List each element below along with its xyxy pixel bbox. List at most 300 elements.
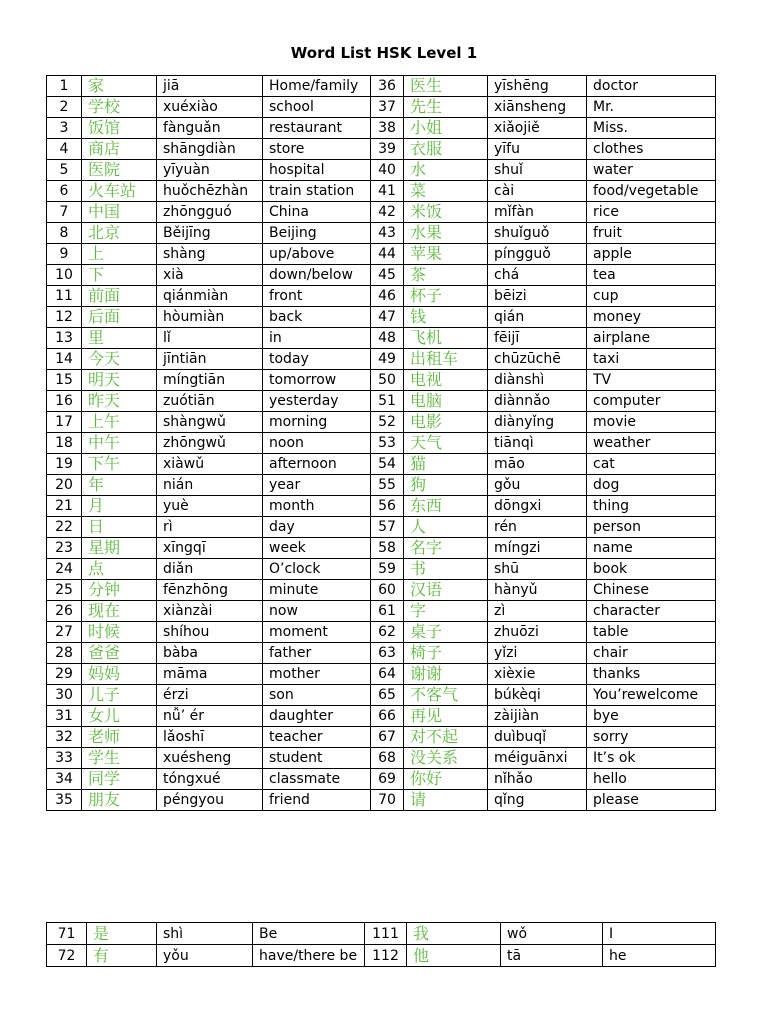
word-number: 25 (47, 580, 82, 601)
chinese-word: 学校 (82, 97, 157, 118)
english-meaning: clothes (587, 139, 716, 160)
table-row (47, 76, 716, 97)
word-number: 60 (371, 580, 404, 601)
english-meaning: thing (587, 496, 716, 517)
table-row (47, 685, 716, 706)
chinese-word: 里 (82, 328, 157, 349)
word-number: 50 (371, 370, 404, 391)
english-meaning: TV (587, 370, 716, 391)
word-number: 37 (371, 97, 404, 118)
pinyin: shì (157, 923, 253, 945)
chinese-word: 对不起 (404, 727, 488, 748)
word-number: 16 (47, 391, 82, 412)
pinyin: tā (501, 945, 603, 967)
english-meaning: minute (263, 580, 371, 601)
chinese-word: 不客气 (404, 685, 488, 706)
table-row (47, 748, 716, 769)
word-number: 11 (47, 286, 82, 307)
pinyin: chūzūchē (488, 349, 587, 370)
word-number: 34 (47, 769, 82, 790)
pinyin: xuésheng (157, 748, 263, 769)
pinyin: nǐhǎo (488, 769, 587, 790)
word-number: 66 (371, 706, 404, 727)
word-number: 64 (371, 664, 404, 685)
word-number: 39 (371, 139, 404, 160)
english-meaning: Home/family (263, 76, 371, 97)
word-number: 48 (371, 328, 404, 349)
chinese-word: 杯子 (404, 286, 488, 307)
chinese-word: 人 (404, 517, 488, 538)
english-meaning: O’clock (263, 559, 371, 580)
table-row (47, 945, 716, 967)
english-meaning: Miss. (587, 118, 716, 139)
table-row (47, 160, 716, 181)
word-number: 18 (47, 433, 82, 454)
chinese-word: 分钟 (82, 580, 157, 601)
pinyin: shū (488, 559, 587, 580)
chinese-word: 火车站 (82, 181, 157, 202)
pinyin: diǎn (157, 559, 263, 580)
english-meaning: day (263, 517, 371, 538)
chinese-word: 椅子 (404, 643, 488, 664)
pinyin: hànyǔ (488, 580, 587, 601)
pinyin: érzi (157, 685, 263, 706)
word-number: 17 (47, 412, 82, 433)
word-number: 72 (47, 945, 87, 967)
pinyin: yīfu (488, 139, 587, 160)
pinyin: xiànzài (157, 601, 263, 622)
word-number: 30 (47, 685, 82, 706)
table-row (47, 923, 716, 945)
word-number: 51 (371, 391, 404, 412)
pinyin: māo (488, 454, 587, 475)
word-number: 32 (47, 727, 82, 748)
word-number: 112 (365, 945, 407, 967)
word-number: 36 (371, 76, 404, 97)
english-meaning: classmate (263, 769, 371, 790)
word-list-table (46, 75, 716, 811)
table-row (47, 664, 716, 685)
word-number: 12 (47, 307, 82, 328)
english-meaning: It’s ok (587, 748, 716, 769)
chinese-word: 家 (82, 76, 157, 97)
chinese-word: 飞机 (404, 328, 488, 349)
word-number: 45 (371, 265, 404, 286)
chinese-word: 老师 (82, 727, 157, 748)
pinyin: wǒ (501, 923, 603, 945)
pinyin: jiā (157, 76, 263, 97)
chinese-word: 衣服 (404, 139, 488, 160)
chinese-word: 字 (404, 601, 488, 622)
chinese-word: 水 (404, 160, 488, 181)
pinyin: diànyǐng (488, 412, 587, 433)
word-number: 10 (47, 265, 82, 286)
english-meaning: son (263, 685, 371, 706)
pinyin: méiguānxi (488, 748, 587, 769)
word-number: 7 (47, 202, 82, 223)
table-row (47, 349, 716, 370)
word-number: 27 (47, 622, 82, 643)
chinese-word: 年 (82, 475, 157, 496)
word-number: 9 (47, 244, 82, 265)
english-meaning: noon (263, 433, 371, 454)
table-row (47, 790, 716, 811)
pinyin: rén (488, 517, 587, 538)
english-meaning: train station (263, 181, 371, 202)
pinyin: píngguǒ (488, 244, 587, 265)
chinese-word: 点 (82, 559, 157, 580)
english-meaning: Chinese (587, 580, 716, 601)
pinyin: shuǐguǒ (488, 223, 587, 244)
pinyin: shāngdiàn (157, 139, 263, 160)
chinese-word: 爸爸 (82, 643, 157, 664)
chinese-word: 时候 (82, 622, 157, 643)
english-meaning: front (263, 286, 371, 307)
chinese-word: 上午 (82, 412, 157, 433)
pinyin: xīngqī (157, 538, 263, 559)
table-row (47, 307, 716, 328)
english-meaning: food/vegetable (587, 181, 716, 202)
pinyin: yǐzi (488, 643, 587, 664)
table-row (47, 265, 716, 286)
word-list-table-continued (46, 922, 716, 967)
english-meaning: taxi (587, 349, 716, 370)
pinyin: zhuōzi (488, 622, 587, 643)
english-meaning: yesterday (263, 391, 371, 412)
chinese-word: 日 (82, 517, 157, 538)
table-row (47, 769, 716, 790)
word-number: 58 (371, 538, 404, 559)
chinese-word: 女儿 (82, 706, 157, 727)
english-meaning: friend (263, 790, 371, 811)
pinyin: hòumiàn (157, 307, 263, 328)
pinyin: fēijī (488, 328, 587, 349)
pinyin: duìbuqǐ (488, 727, 587, 748)
word-number: 13 (47, 328, 82, 349)
word-number: 53 (371, 433, 404, 454)
pinyin: yǒu (157, 945, 253, 967)
english-meaning: week (263, 538, 371, 559)
table-row (47, 118, 716, 139)
english-meaning: character (587, 601, 716, 622)
chinese-word: 苹果 (404, 244, 488, 265)
english-meaning: today (263, 349, 371, 370)
table-row (47, 454, 716, 475)
pinyin: shuǐ (488, 160, 587, 181)
chinese-word: 名字 (404, 538, 488, 559)
word-number: 24 (47, 559, 82, 580)
table-row (47, 496, 716, 517)
chinese-word: 菜 (404, 181, 488, 202)
english-meaning: afternoon (263, 454, 371, 475)
english-meaning: in (263, 328, 371, 349)
word-number: 22 (47, 517, 82, 538)
table-row (47, 370, 716, 391)
word-number: 2 (47, 97, 82, 118)
word-number: 33 (47, 748, 82, 769)
pinyin: zhōngwǔ (157, 433, 263, 454)
word-number: 15 (47, 370, 82, 391)
pinyin: yīshēng (488, 76, 587, 97)
english-meaning: bye (587, 706, 716, 727)
chinese-word: 没关系 (404, 748, 488, 769)
pinyin: tóngxué (157, 769, 263, 790)
word-number: 14 (47, 349, 82, 370)
pinyin: shíhou (157, 622, 263, 643)
pinyin: gǒu (488, 475, 587, 496)
word-number: 5 (47, 160, 82, 181)
english-meaning: doctor (587, 76, 716, 97)
pinyin: míngzi (488, 538, 587, 559)
word-number: 69 (371, 769, 404, 790)
word-number: 28 (47, 643, 82, 664)
english-meaning: down/below (263, 265, 371, 286)
pinyin: zuótiān (157, 391, 263, 412)
word-number: 52 (371, 412, 404, 433)
english-meaning: weather (587, 433, 716, 454)
chinese-word: 中午 (82, 433, 157, 454)
word-number: 3 (47, 118, 82, 139)
word-number: 35 (47, 790, 82, 811)
pinyin: cài (488, 181, 587, 202)
pinyin: xièxie (488, 664, 587, 685)
english-meaning: hospital (263, 160, 371, 181)
chinese-word: 现在 (82, 601, 157, 622)
english-meaning: father (263, 643, 371, 664)
chinese-word: 我 (407, 923, 501, 945)
english-meaning: money (587, 307, 716, 328)
chinese-word: 再见 (404, 706, 488, 727)
chinese-word: 昨天 (82, 391, 157, 412)
english-meaning: Be (253, 923, 365, 945)
chinese-word: 请 (404, 790, 488, 811)
pinyin: shàng (157, 244, 263, 265)
table-row (47, 97, 716, 118)
word-number: 59 (371, 559, 404, 580)
word-number: 29 (47, 664, 82, 685)
chinese-word: 你好 (404, 769, 488, 790)
english-meaning: I (603, 923, 716, 945)
chinese-word: 妈妈 (82, 664, 157, 685)
table-row (47, 433, 716, 454)
pinyin: yīyuàn (157, 160, 263, 181)
pinyin: zì (488, 601, 587, 622)
word-number: 62 (371, 622, 404, 643)
pinyin: nián (157, 475, 263, 496)
word-number: 61 (371, 601, 404, 622)
english-meaning: back (263, 307, 371, 328)
pinyin: xià (157, 265, 263, 286)
english-meaning: airplane (587, 328, 716, 349)
word-number: 44 (371, 244, 404, 265)
chinese-word: 明天 (82, 370, 157, 391)
english-meaning: student (263, 748, 371, 769)
word-number: 67 (371, 727, 404, 748)
pinyin: qiánmiàn (157, 286, 263, 307)
pinyin: búkèqi (488, 685, 587, 706)
pinyin: xiǎojiě (488, 118, 587, 139)
table-row (47, 286, 716, 307)
chinese-word: 医院 (82, 160, 157, 181)
pinyin: fànguǎn (157, 118, 263, 139)
word-number: 68 (371, 748, 404, 769)
chinese-word: 医生 (404, 76, 488, 97)
pinyin: lǎoshī (157, 727, 263, 748)
pinyin: yuè (157, 496, 263, 517)
english-meaning: teacher (263, 727, 371, 748)
word-number: 54 (371, 454, 404, 475)
pinyin: qián (488, 307, 587, 328)
chinese-word: 先生 (404, 97, 488, 118)
pinyin: huǒchēzhàn (157, 181, 263, 202)
word-number: 71 (47, 923, 87, 945)
table-row (47, 580, 716, 601)
pinyin: lǐ (157, 328, 263, 349)
table-row (47, 244, 716, 265)
english-meaning: now (263, 601, 371, 622)
chinese-word: 同学 (82, 769, 157, 790)
table-row (47, 622, 716, 643)
english-meaning: year (263, 475, 371, 496)
pinyin: bēizi (488, 286, 587, 307)
english-meaning: moment (263, 622, 371, 643)
english-meaning: daughter (263, 706, 371, 727)
word-number: 55 (371, 475, 404, 496)
pinyin: diànshì (488, 370, 587, 391)
word-number: 40 (371, 160, 404, 181)
chinese-word: 他 (407, 945, 501, 967)
word-number: 1 (47, 76, 82, 97)
english-meaning: chair (587, 643, 716, 664)
pinyin: shàngwǔ (157, 412, 263, 433)
english-meaning: computer (587, 391, 716, 412)
pinyin: rì (157, 517, 263, 538)
pinyin: péngyou (157, 790, 263, 811)
table-row (47, 559, 716, 580)
page-title: Word List HSK Level 1 (290, 44, 478, 62)
table-row (47, 391, 716, 412)
english-meaning: store (263, 139, 371, 160)
chinese-word: 水果 (404, 223, 488, 244)
pinyin: míngtiān (157, 370, 263, 391)
english-meaning: apple (587, 244, 716, 265)
word-number: 57 (371, 517, 404, 538)
english-meaning: Beijing (263, 223, 371, 244)
english-meaning: rice (587, 202, 716, 223)
pinyin: mǐfàn (488, 202, 587, 223)
word-number: 23 (47, 538, 82, 559)
chinese-word: 桌子 (404, 622, 488, 643)
word-number: 19 (47, 454, 82, 475)
chinese-word: 中国 (82, 202, 157, 223)
english-meaning: dog (587, 475, 716, 496)
chinese-word: 朋友 (82, 790, 157, 811)
chinese-word: 今天 (82, 349, 157, 370)
table-row (47, 538, 716, 559)
table-row (47, 727, 716, 748)
english-meaning: month (263, 496, 371, 517)
english-meaning: movie (587, 412, 716, 433)
chinese-word: 米饭 (404, 202, 488, 223)
table-row (47, 643, 716, 664)
pinyin: māma (157, 664, 263, 685)
word-number: 70 (371, 790, 404, 811)
pinyin: zàijiàn (488, 706, 587, 727)
word-number: 8 (47, 223, 82, 244)
chinese-word: 北京 (82, 223, 157, 244)
pinyin: chá (488, 265, 587, 286)
english-meaning: please (587, 790, 716, 811)
chinese-word: 是 (87, 923, 157, 945)
table-row (47, 202, 716, 223)
english-meaning: tomorrow (263, 370, 371, 391)
pinyin: tiānqì (488, 433, 587, 454)
word-number: 46 (371, 286, 404, 307)
english-meaning: cat (587, 454, 716, 475)
chinese-word: 书 (404, 559, 488, 580)
english-meaning: water (587, 160, 716, 181)
english-meaning: Mr. (587, 97, 716, 118)
pinyin: jīntiān (157, 349, 263, 370)
english-meaning: name (587, 538, 716, 559)
word-number: 56 (371, 496, 404, 517)
table-row (47, 706, 716, 727)
chinese-word: 饭馆 (82, 118, 157, 139)
pinyin: bàba (157, 643, 263, 664)
word-number: 38 (371, 118, 404, 139)
chinese-word: 电脑 (404, 391, 488, 412)
english-meaning: person (587, 517, 716, 538)
chinese-word: 学生 (82, 748, 157, 769)
table-row (47, 328, 716, 349)
chinese-word: 狗 (404, 475, 488, 496)
chinese-word: 儿子 (82, 685, 157, 706)
chinese-word: 天气 (404, 433, 488, 454)
chinese-word: 小姐 (404, 118, 488, 139)
table-row (47, 475, 716, 496)
english-meaning: up/above (263, 244, 371, 265)
english-meaning: restaurant (263, 118, 371, 139)
word-number: 65 (371, 685, 404, 706)
chinese-word: 钱 (404, 307, 488, 328)
english-meaning: have/there be (253, 945, 365, 967)
pinyin: xiàwǔ (157, 454, 263, 475)
chinese-word: 猫 (404, 454, 488, 475)
word-number: 49 (371, 349, 404, 370)
table-row (47, 139, 716, 160)
chinese-word: 前面 (82, 286, 157, 307)
english-meaning: sorry (587, 727, 716, 748)
english-meaning: school (263, 97, 371, 118)
english-meaning: hello (587, 769, 716, 790)
word-number: 4 (47, 139, 82, 160)
english-meaning: You’rewelcome (587, 685, 716, 706)
table-row (47, 601, 716, 622)
pinyin: diànnǎo (488, 391, 587, 412)
chinese-word: 汉语 (404, 580, 488, 601)
chinese-word: 电影 (404, 412, 488, 433)
word-number: 20 (47, 475, 82, 496)
word-number: 47 (371, 307, 404, 328)
table-row (47, 223, 716, 244)
pinyin: dōngxi (488, 496, 587, 517)
word-number: 26 (47, 601, 82, 622)
english-meaning: China (263, 202, 371, 223)
chinese-word: 茶 (404, 265, 488, 286)
english-meaning: thanks (587, 664, 716, 685)
word-number: 111 (365, 923, 407, 945)
word-number: 6 (47, 181, 82, 202)
